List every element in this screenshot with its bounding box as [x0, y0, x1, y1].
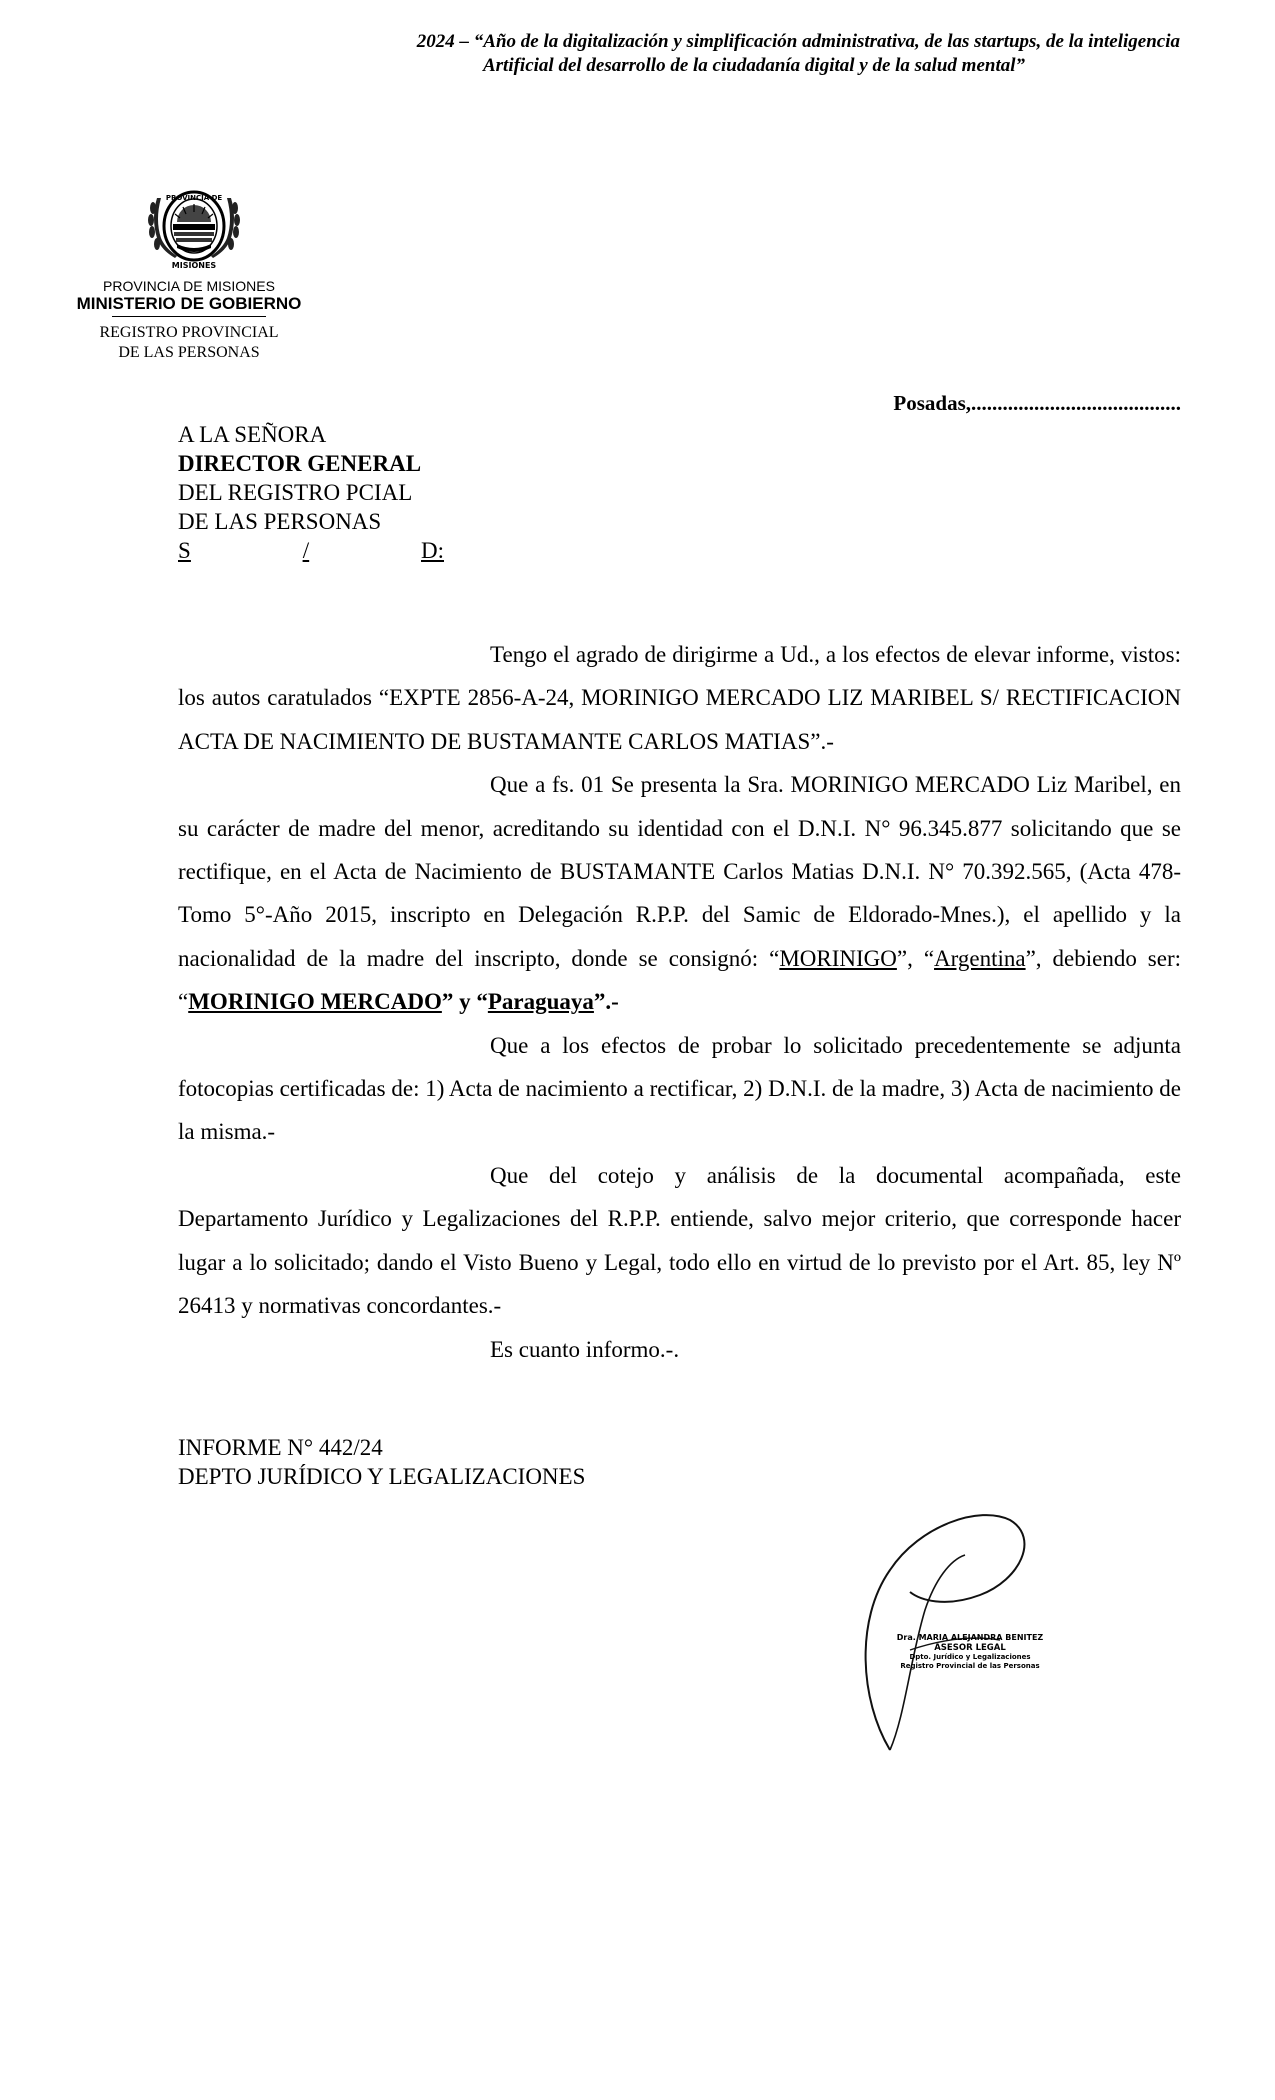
addressee-office-line-2: DE LAS PERSONAS — [178, 509, 382, 534]
addressee-salutation: A LA SEÑORA — [178, 422, 327, 447]
svg-text:Registro Provincial de las Per: Registro Provincial de las Personas — [900, 1662, 1040, 1670]
commemorative-motto — [280, 30, 1180, 78]
ministry-name: MINISTERIO DE GOBIERNO — [76, 294, 302, 313]
svg-text:PROVINCIA DE: PROVINCIA DE — [165, 194, 223, 202]
request-text: Que a fs. 01 Se presenta la Sra. MORINIGO MERCADO Liz Maribel, en su carácter de madre del menor, acreditando su identidad con el D.N.I. N° 96.345.877 solicitando que se rectifique, en el Acta de Nacimiento de BUSTAMANTE Carlos Matias D.N.I. N° 70.392.565, (Acta 478-Tomo 5°-Año 2015, inscripto en Delegación R.P.P. del Samic de Eldorado-Mnes.), el apellido y la nacionalidad de la madre del inscripto, donde se consignó: “ — [178, 772, 1181, 971]
registry-name-line-2: DE LAS PERSONAS — [118, 344, 260, 361]
paragraph-closing: Es cuanto informo.-. — [490, 1336, 680, 1362]
addressee-office-line-1: DEL REGISTRO PCIAL — [178, 480, 413, 505]
svg-text:ASESOR LEGAL: ASESOR LEGAL — [934, 1643, 1006, 1653]
paragraph-intro: Tengo el agrado de dirigirme a Ud., a los efectos de elevar informe, vistos: los autos caratulados “EXPTE 2856-A-24, MORINIGO MERCADO LIZ MARIBEL S/ RECTIFICACION ACTA DE NACIMIENTO DE BUSTAMANTE CARLOS MATIAS”.- — [178, 642, 1181, 754]
su-despacho-line — [178, 536, 444, 565]
request-sep-3: ” y “ — [441, 989, 488, 1015]
sd-d: D: — [421, 538, 444, 563]
place-and-date: Posadas,........................................ — [893, 391, 1181, 415]
report-number: INFORME N° 442/24 — [178, 1435, 383, 1460]
motto-line-1: 2024 – “Año de la digitalización y simplificación administrativa, de las startups, de la inteligencia — [416, 31, 1180, 52]
paragraph-request — [178, 763, 1181, 1023]
svg-text:Dpto. Jurídico y Legalizacione: Dpto. Jurídico y Legalizaciones — [909, 1653, 1031, 1661]
signature-and-stamp — [850, 1500, 1050, 1762]
province-coat-of-arms-logo — [143, 186, 245, 272]
paragraph-opinion: Que del cotejo y análisis de la documental acompañada, este Departamento Jurídico y Legalizaciones del R.P.P. entiende, salvo mejor criterio, que corresponde hacer lugar a lo solicitado; dando el Visto Bueno y Legal, todo ello en virtud de lo previsto por el Art. 85, ley Nº 26413 y normativas concordantes.- — [178, 1162, 1181, 1319]
ministry-divider — [112, 316, 266, 317]
addressee-block — [178, 420, 444, 565]
registry-name-line-1: REGISTRO PROVINCIAL — [99, 324, 279, 341]
request-sep-1: ”, “ — [896, 945, 935, 971]
sd-slash: / — [302, 538, 310, 563]
sd-s: S — [178, 538, 191, 563]
report-body — [178, 633, 1181, 1371]
svg-text:MISIONES: MISIONES — [171, 261, 217, 270]
correct-nationality: Paraguaya — [487, 989, 594, 1015]
recorded-nationality: Argentina — [934, 945, 1026, 971]
province-name: PROVINCIA DE MISIONES — [103, 278, 275, 294]
request-sep-2: ”, debiendo ser: “ — [178, 945, 1181, 1015]
report-department: DEPTO JURÍDICO Y LEGALIZACIONES — [178, 1464, 586, 1489]
addressee-title: DIRECTOR GENERAL — [178, 451, 422, 476]
correct-surname: MORINIGO MERCADO — [188, 989, 442, 1015]
motto-line-2: Artificial del desarrollo de la ciudadanía digital y de la salud mental” — [482, 55, 1025, 76]
request-end: ”.- — [593, 989, 619, 1015]
paragraph-evidence: Que a los efectos de probar lo solicitado precedentemente se adjunta fotocopias certificadas de: 1) Acta de nacimiento a rectificar, 2) D.N.I. de la madre, 3) Acta de nacimiento de la misma.- — [178, 1032, 1181, 1145]
recorded-surname: MORINIGO — [779, 945, 897, 971]
svg-text:Dra. MARIA ALEJANDRA BENITEZ: Dra. MARIA ALEJANDRA BENITEZ — [896, 1633, 1044, 1642]
